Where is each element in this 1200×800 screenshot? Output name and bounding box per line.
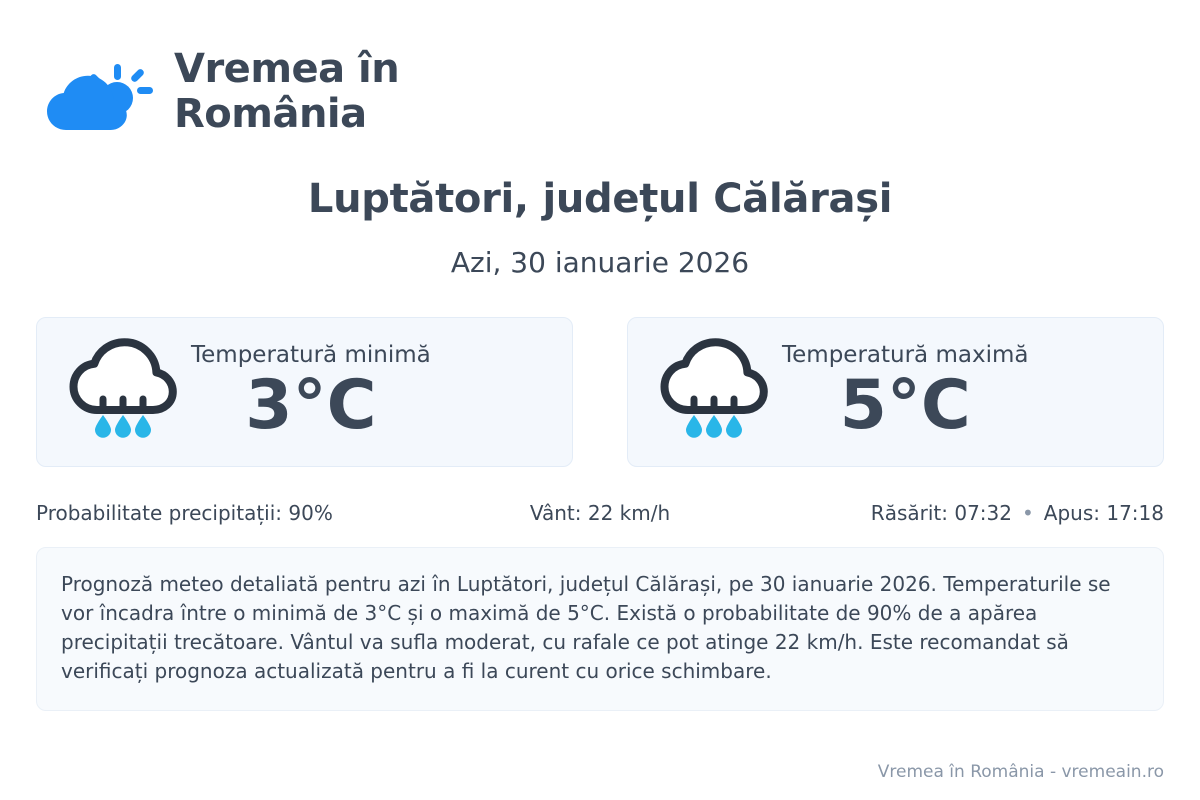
footer-credit: Vremea în România - vremeain.ro xyxy=(877,762,1164,782)
sunset-value: Apus: 17:18 xyxy=(1043,501,1164,525)
page-title: Luptători, județul Călărași xyxy=(307,176,893,222)
min-temperature-card xyxy=(36,317,573,467)
wind-stat: Vânt: 22 km/h xyxy=(529,501,671,525)
site-brand xyxy=(36,0,1164,138)
forecast-description: Prognoză meteo detaliată pentru azi în Luptători, județul Călărași, pe 30 ianuarie 2026. Temperaturile se vor încadra între o minimă de 3°C și o maximă de 5°C. Există o probabilitate de 90% de a apărea precipitații trecătoare. Vântul va sufla moderat, cu rafale ce pot atinge 22 km/h. Este recomandat să verificați prognoza actualizată pentru a fi la curent cu orice schimbare. xyxy=(36,547,1164,711)
sun-times-stat xyxy=(788,501,1164,525)
rain-cloud-icon xyxy=(61,337,185,447)
max-temperature-value: 5°C xyxy=(839,366,971,446)
weather-stats xyxy=(36,501,1164,525)
page-date: Azi, 30 ianuarie 2026 xyxy=(450,246,750,279)
max-temperature-label: Temperatură maximă xyxy=(782,342,1029,369)
min-temperature-value: 3°C xyxy=(245,366,377,446)
max-temperature-card xyxy=(627,317,1164,467)
separator-dot: • xyxy=(1021,501,1034,525)
temperature-cards xyxy=(36,317,1164,467)
min-temperature-label: Temperatură minimă xyxy=(191,342,431,369)
brand-title: Vremea în România xyxy=(174,46,400,137)
precipitation-stat: Probabilitate precipitații: 90% xyxy=(36,501,333,525)
rain-cloud-icon xyxy=(652,337,776,447)
sunrise-value: Răsărit: 07:32 xyxy=(870,501,1012,525)
sun-cloud-icon xyxy=(36,46,156,138)
